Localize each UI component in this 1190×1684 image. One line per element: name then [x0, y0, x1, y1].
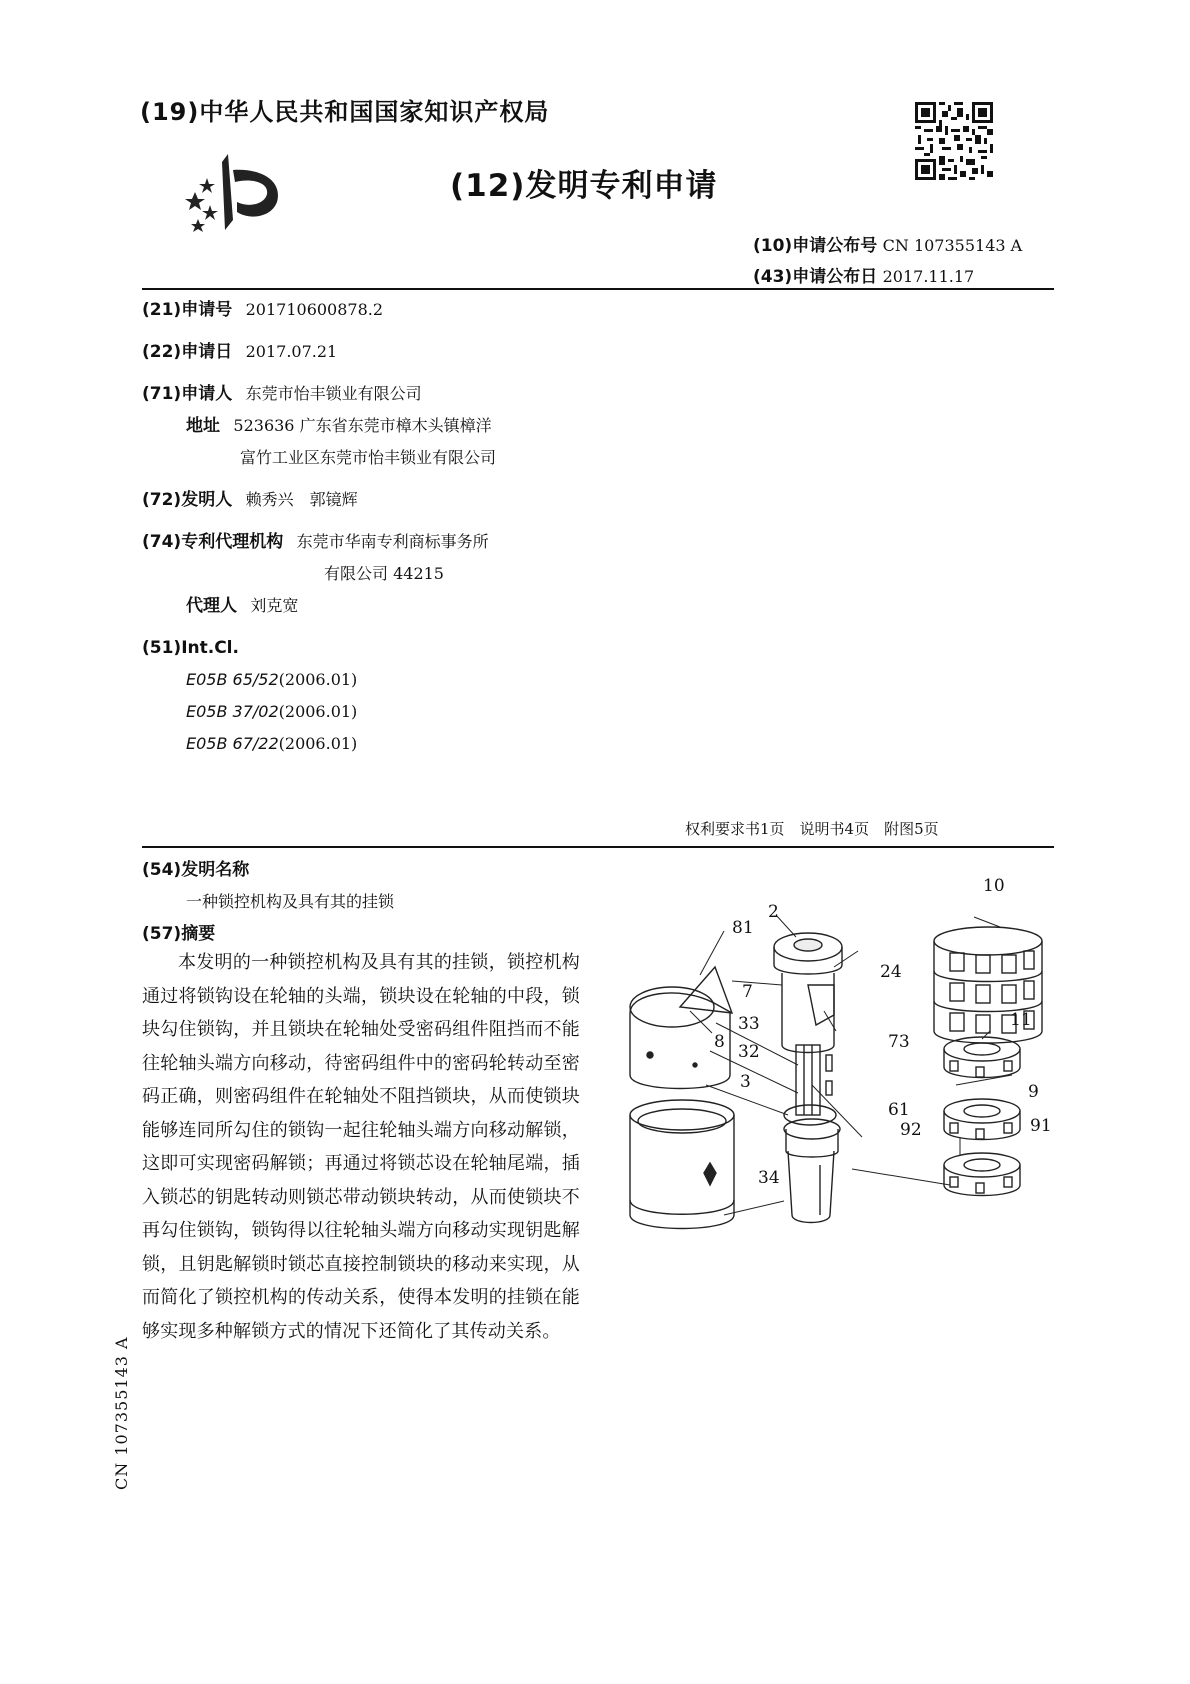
publication-number: CN 107355143 A	[882, 236, 1023, 255]
shaft-assembly	[774, 933, 842, 1223]
exploded-view-figure	[620, 915, 1060, 1305]
title-text: 一种锁控机构及具有其的挂锁	[186, 892, 395, 911]
publication-number-row	[753, 231, 1022, 256]
agency-line-2-row	[324, 564, 444, 584]
figure-label: 11	[1010, 1010, 1032, 1030]
intcl-item	[186, 670, 357, 689]
applicant: 东莞市怡丰锁业有限公司	[245, 384, 422, 403]
figure-label: 9	[1028, 1082, 1039, 1102]
side-publication-code: CN 107355143 A	[112, 1336, 131, 1490]
figure-label: 91	[1030, 1116, 1052, 1136]
application-number-row	[142, 300, 383, 320]
figure-label: 24	[880, 962, 902, 982]
intcl-version: (2006.01)	[278, 734, 358, 753]
agency-line-1: 东莞市华南专利商标事务所	[296, 532, 489, 551]
figure-label: 73	[888, 1032, 910, 1052]
figure-label: 81	[732, 918, 754, 938]
application-number: 201710600878.2	[245, 300, 384, 319]
figure-label: 3	[740, 1072, 751, 1092]
address-line-1: 523636 广东省东莞市樟木头镇樟洋	[233, 416, 492, 435]
address-line-2: 富竹工业区东莞市怡丰锁业有限公司	[240, 448, 497, 467]
code-rings-part-9	[944, 1037, 1020, 1196]
housing-lower	[630, 1100, 734, 1229]
office-name: (19)中华人民共和国国家知识产权局	[140, 98, 550, 126]
invention-title-label	[142, 860, 249, 880]
intcl-code: E05B 37/02	[186, 702, 279, 721]
applicant-label: (71)申请人	[142, 384, 233, 404]
filing-date-label: (22)申请日	[142, 342, 233, 362]
address-row	[186, 416, 492, 436]
page-count-summary: 权利要求书1页 说明书4页 附图5页	[685, 820, 939, 838]
applicant-row	[142, 384, 422, 404]
figure-label: 61	[888, 1100, 910, 1120]
publication-date: 2017.11.17	[882, 267, 975, 286]
section-divider	[142, 846, 1054, 848]
housing-part-8	[630, 967, 732, 1089]
abstract-text: 本发明的一种锁控机构及具有其的挂锁，锁控机构通过将锁钩设在轮轴的头端，锁块设在轮轴的中段，锁块勾住锁钩，并且锁块在轮轴处受密码组件阻挡而不能往轮轴头端方向移动，待密码组件中的密码轮转动至密码正确，则密码组件在轮轴处不阻挡锁块，从而使锁块能够连同所勾住的锁钩一起往轮轴头端方向移动解锁，这即可实现密码解锁；再通过将锁芯设在轮轴尾端，插入锁芯的钥匙转动则锁芯带动锁块转动，从而使锁块不再勾住锁钩，锁钩得以往轮轴头端方向移动实现钥匙解锁，且钥匙解锁时锁芯直接控制锁块的移动来实现，从而简化了锁控机构的传动关系，使得本发明的挂锁在能够实现多种解锁方式的情况下还简化了其传动关系。	[142, 952, 580, 1342]
agent-row	[186, 596, 298, 616]
inventor-row	[142, 490, 358, 510]
publication-number-label: (10)申请公布号	[753, 236, 878, 256]
publication-date-row	[753, 262, 974, 287]
abstract-label-text: (57)摘要	[142, 924, 216, 944]
filing-date: 2017.07.21	[245, 342, 338, 361]
intcl-item	[186, 734, 357, 753]
agency-label: (74)专利代理机构	[142, 532, 284, 552]
figure-label: 32	[738, 1042, 760, 1062]
figure-label: 34	[758, 1168, 780, 1188]
qr-code-icon	[915, 102, 993, 180]
address-line-2-row	[240, 448, 496, 468]
figure-label: 33	[738, 1014, 760, 1034]
inventors: 赖秀兴 郭镜辉	[245, 490, 358, 509]
agent-label: 代理人	[186, 596, 237, 616]
agency-row	[142, 532, 489, 552]
agency-line-2: 有限公司 44215	[324, 564, 444, 583]
intcl-version: (2006.01)	[278, 702, 358, 721]
figure-label: 2	[768, 902, 779, 922]
intcl-row	[142, 638, 239, 658]
intcl-label: (51)Int.Cl.	[142, 638, 239, 658]
address-label: 地址	[186, 416, 220, 436]
invention-title	[186, 892, 394, 912]
figure-label: 7	[742, 982, 753, 1002]
figure-label: 10	[983, 876, 1005, 896]
application-number-label: (21)申请号	[142, 300, 233, 320]
filing-date-row	[142, 342, 337, 362]
intcl-item	[186, 702, 357, 721]
title-label-text: (54)发明名称	[142, 860, 250, 880]
figure-label: 8	[714, 1032, 725, 1052]
publication-date-label: (43)申请公布日	[753, 267, 878, 287]
inventor-label: (72)发明人	[142, 490, 233, 510]
agent: 刘克宽	[250, 596, 299, 615]
abstract-label	[142, 924, 215, 944]
document-type: (12)发明专利申请	[450, 168, 718, 204]
cnipa-emblem-icon	[185, 150, 295, 240]
header-divider	[142, 288, 1054, 290]
figure-label: 92	[900, 1120, 922, 1140]
intcl-code: E05B 67/22	[186, 734, 279, 753]
intcl-version: (2006.01)	[278, 670, 358, 689]
intcl-code: E05B 65/52	[186, 670, 279, 689]
